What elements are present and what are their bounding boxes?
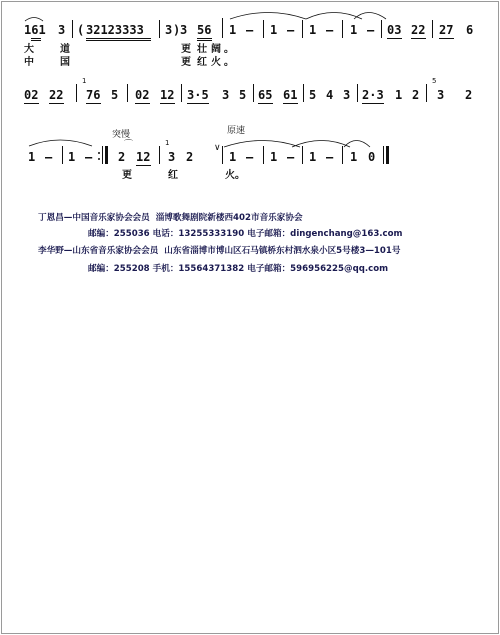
barline bbox=[357, 84, 358, 102]
note: 3 bbox=[343, 88, 351, 102]
barline bbox=[76, 84, 77, 102]
note: 5 bbox=[309, 88, 317, 102]
note: 2 bbox=[118, 150, 126, 164]
note: 1 bbox=[270, 23, 278, 37]
note: 5 bbox=[239, 88, 247, 102]
barline bbox=[303, 84, 304, 102]
tempo-mark-original: 原速 bbox=[227, 126, 246, 136]
lyric-char: 。 bbox=[224, 44, 234, 55]
credit-line: 邮编：255036 电话：13255333190 电子邮箱：dingenchang@163.com bbox=[88, 229, 403, 239]
grace-note: 5 bbox=[432, 77, 437, 85]
underline bbox=[136, 165, 151, 166]
credit-line: 李华野—山东省音乐家协会会员 山东省淄博市博山区石马镇桥东村泗水泉小区5号楼3—101号 bbox=[38, 246, 401, 256]
underline bbox=[49, 103, 64, 104]
note-group: 02 bbox=[24, 88, 39, 102]
barline bbox=[72, 20, 73, 38]
barline bbox=[426, 84, 427, 102]
credit-line: 邮编：255208 手机：15564371382 电子邮箱：596956225@qq.com bbox=[88, 264, 389, 274]
underline bbox=[187, 103, 209, 104]
tempo-mark-slow: 突慢 bbox=[112, 130, 131, 140]
dash: – bbox=[287, 150, 295, 164]
barline bbox=[222, 18, 223, 38]
lyric-char: 国 bbox=[60, 57, 70, 68]
barline bbox=[253, 84, 254, 102]
note-group: 3·5 bbox=[187, 88, 209, 102]
dash: – bbox=[246, 23, 254, 37]
underline bbox=[86, 40, 151, 41]
note-group: 56 bbox=[197, 23, 212, 37]
lyric-char: 更 bbox=[181, 44, 191, 55]
note-group: 12 bbox=[160, 88, 175, 102]
note: 1 bbox=[395, 88, 403, 102]
lyric-char: 火 bbox=[211, 57, 221, 68]
paren: ( bbox=[77, 23, 85, 37]
barline bbox=[381, 20, 382, 38]
lyric-char: 中 bbox=[24, 57, 34, 68]
lyric-char: 火。 bbox=[225, 170, 245, 181]
tie-arc bbox=[222, 136, 372, 148]
note: 1 bbox=[68, 150, 76, 164]
note: 2 bbox=[412, 88, 420, 102]
dash: – bbox=[45, 150, 53, 164]
underline bbox=[258, 103, 273, 104]
barline bbox=[127, 84, 128, 102]
underline bbox=[31, 40, 41, 41]
barline bbox=[432, 20, 433, 38]
tie-arc bbox=[28, 137, 94, 147]
paren: ) bbox=[173, 23, 181, 37]
barline bbox=[181, 84, 182, 102]
underline bbox=[31, 38, 41, 39]
note-group: 27 bbox=[439, 23, 454, 37]
note: 1 bbox=[229, 150, 237, 164]
barline bbox=[263, 146, 264, 164]
lyric-char: 红 bbox=[168, 170, 178, 181]
grace-note: 1 bbox=[165, 139, 170, 147]
note: 1 bbox=[229, 23, 237, 37]
breath-mark: ∨ bbox=[214, 143, 221, 153]
note: 1 bbox=[350, 23, 358, 37]
dash: – bbox=[326, 23, 334, 37]
note-group: 32123333 bbox=[86, 23, 144, 37]
note: 4 bbox=[326, 88, 334, 102]
underline bbox=[387, 38, 402, 39]
underline bbox=[135, 103, 150, 104]
repeat-barline bbox=[102, 146, 103, 164]
note: 3 bbox=[180, 23, 188, 37]
note-group: 03 bbox=[387, 23, 402, 37]
barline bbox=[342, 20, 343, 38]
barline bbox=[62, 146, 63, 164]
repeat-barline-thick bbox=[105, 146, 108, 164]
note-group: 65 bbox=[258, 88, 273, 102]
tie-arc bbox=[228, 8, 388, 20]
barline bbox=[159, 146, 160, 164]
underline bbox=[439, 38, 454, 39]
note: 1 bbox=[309, 23, 317, 37]
note-group: 12 bbox=[136, 150, 151, 164]
barline bbox=[302, 146, 303, 164]
barline bbox=[222, 146, 223, 164]
dash: – bbox=[326, 150, 334, 164]
final-barline bbox=[383, 146, 384, 164]
dash: – bbox=[287, 23, 295, 37]
note-group: 22 bbox=[49, 88, 64, 102]
credit-line: 丁恩昌—中国音乐家协会会员 淄博歌舞剧院新楼西402市音乐家协会 bbox=[38, 213, 303, 223]
note: 3 bbox=[437, 88, 445, 102]
note: 1 bbox=[270, 150, 278, 164]
note: 3 bbox=[165, 23, 173, 37]
note-group: 161 bbox=[24, 23, 46, 37]
dash: – bbox=[367, 23, 375, 37]
underline bbox=[411, 38, 426, 39]
underline bbox=[24, 103, 39, 104]
barline bbox=[342, 146, 343, 164]
underline bbox=[160, 103, 175, 104]
note-group: 22 bbox=[411, 23, 426, 37]
underline bbox=[283, 103, 298, 104]
note: 1 bbox=[309, 150, 317, 164]
note: 0 bbox=[368, 150, 376, 164]
lyric-char: 更 bbox=[181, 57, 191, 68]
note-group: 02 bbox=[135, 88, 150, 102]
note: 2 bbox=[186, 150, 194, 164]
note: 3 bbox=[222, 88, 230, 102]
lyric-char: 。 bbox=[224, 57, 234, 68]
lyric-char: 更 bbox=[122, 170, 132, 181]
repeat-dot bbox=[98, 152, 100, 154]
barline bbox=[159, 20, 160, 38]
underline bbox=[197, 40, 212, 41]
note: 6 bbox=[466, 23, 474, 37]
lyric-char: 道 bbox=[60, 44, 70, 55]
grace-note: 1 bbox=[82, 77, 87, 85]
fermata: ⌒ bbox=[124, 140, 134, 150]
note: 1 bbox=[28, 150, 36, 164]
lyric-char: 阔 bbox=[211, 44, 221, 55]
note: 2 bbox=[465, 88, 473, 102]
underline bbox=[197, 38, 212, 39]
note: 1 bbox=[350, 150, 358, 164]
note-group: 76 bbox=[86, 88, 101, 102]
note-group: 2·3 bbox=[362, 88, 384, 102]
note: 5 bbox=[111, 88, 119, 102]
barline bbox=[302, 20, 303, 38]
barline bbox=[263, 20, 264, 38]
repeat-dot bbox=[98, 158, 100, 160]
note-group: 61 bbox=[283, 88, 298, 102]
lyric-char: 大 bbox=[24, 44, 34, 55]
underline bbox=[86, 38, 151, 39]
lyric-char: 壮 bbox=[197, 44, 207, 55]
underline bbox=[362, 103, 384, 104]
final-barline-thick bbox=[386, 146, 389, 164]
underline bbox=[86, 103, 101, 104]
slur-arc bbox=[24, 14, 44, 22]
note: 3 bbox=[168, 150, 176, 164]
dash: – bbox=[85, 150, 93, 164]
lyric-char: 红 bbox=[197, 57, 207, 68]
dash: – bbox=[246, 150, 254, 164]
note: 3 bbox=[58, 23, 66, 37]
